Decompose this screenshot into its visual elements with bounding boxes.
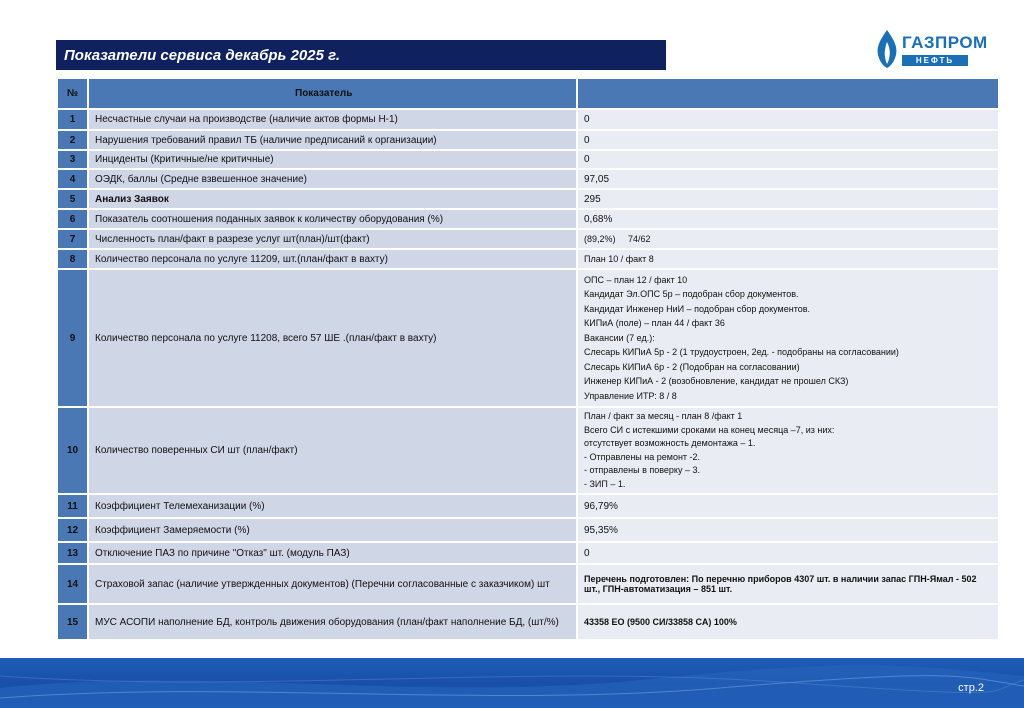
row-number: 4 [57,169,88,189]
row-number: 15 [57,604,88,640]
row-indicator: Количество персонала по услуге 11209, шт.(план/факт в вахту) [88,249,577,269]
row-number: 1 [57,109,88,130]
row-number: 7 [57,229,88,249]
row-indicator: Инциденты (Критичные/не критичные) [88,150,577,169]
row-indicator: Несчастные случаи на производстве (наличие актов формы Н-1) [88,109,577,130]
value-line: Вакансии (7 ед.): [584,332,655,343]
row-value: 0 [577,130,999,150]
row-value: 0,68% [577,209,999,229]
column-header-indicator: Показатель [88,78,577,109]
row-number: 8 [57,249,88,269]
logo-subtext: НЕФТЬ [902,55,968,66]
table-row [57,229,999,249]
row-value: 0 [577,109,999,130]
table-row [57,494,999,518]
table-row [57,150,999,169]
table-row [57,109,999,130]
row-number: 13 [57,542,88,564]
row-number: 9 [57,269,88,407]
row-value: 97,05 [577,169,999,189]
value-line: - Отправлены на ремонт -2. [584,451,701,462]
row-number: 14 [57,564,88,604]
row-value: План 10 / факт 8 [577,249,999,269]
row-value [577,269,999,407]
footer-band [0,658,1024,708]
row-indicator: Показатель соотношения поданных заявок к количеству оборудования (%) [88,209,577,229]
row-indicator: МУС АСОПИ наполнение БД, контроль движения оборудования (план/факт наполнение БД, (шт/%) [88,604,577,640]
table-row [57,249,999,269]
table-row [57,407,999,494]
value-line: КИПиА (поле) – план 44 / факт 36 [584,318,725,329]
row-indicator: Количество персонала по услуге 11208, всего 57 ШЕ .(план/факт в вахту) [88,269,577,407]
row-value: 295 [577,189,999,209]
row-number: 2 [57,130,88,150]
value-line: План / факт за месяц - план 8 /факт 1 [584,411,743,421]
value-line: Всего СИ с истекшими сроками на конец месяца –7, из них: [584,424,835,435]
row-indicator: Количество поверенных СИ шт (план/факт) [88,407,577,494]
value-line: - отправлены в поверку – 3. [584,465,700,475]
row-indicator: Страховой запас (наличие утвержденных документов) (Перечни согласованные с заказчиком) шт [88,564,577,604]
value-line: Слесарь КИПиА 6р - 2 (Подобран на согласовании) [584,361,800,372]
table-row [57,209,999,229]
row-number: 6 [57,209,88,229]
table-row [57,518,999,542]
table-row [57,604,999,640]
row-value [577,407,999,494]
page-number: стр.2 [958,682,984,694]
value-line: Слесарь КИПиА 5р - 2 (1 трудоустроен, 2ед. - подобраны на согласовании) [584,347,899,358]
row-value: 0 [577,150,999,169]
row-value: 95,35% [577,518,999,542]
footer-wave-decoration [0,658,1024,708]
row-number: 3 [57,150,88,169]
column-header-value [577,78,999,109]
value-line: Кандидат Эл.ОПС 5р – подобран сбор документов. [584,289,799,300]
table-header-row [57,78,999,109]
value-line: отсутствует возможность демонтажа – 1. [584,438,756,448]
value-line: Кандидат Инженер НиИ – подобран сбор документов. [584,303,811,314]
value-line: - ЗИП – 1. [584,478,626,489]
column-header-number: № [57,78,88,109]
row-indicator: Нарушения требований правил ТБ (наличие предписаний к организации) [88,130,577,150]
row-number: 12 [57,518,88,542]
value-line: ОПС – план 12 / факт 10 [584,274,688,285]
page-title: Показатели сервиса декабрь 2025 г. [56,40,666,70]
row-indicator: Коэффициент Замеряемости (%) [88,518,577,542]
row-indicator: Отключение ПАЗ по причине "Отказ" шт. (модуль ПАЗ) [88,542,577,564]
value-line: Инженер КИПиА - 2 (возобновление, кандидат не прошел СКЗ) [584,376,849,387]
row-value: Перечень подготовлен: По перечню приборов 4307 шт. в наличии запас ГПН-Ямал - 502 шт., ГПН-автоматизация – 851 шт. [577,564,999,604]
row-indicator: ОЭДК, баллы (Средне взвешенное значение) [88,169,577,189]
table-row [57,130,999,150]
gazprom-neft-logo [872,28,988,78]
row-indicator: Анализ Заявок [88,189,577,209]
row-indicator: Коэффициент Телемеханизации (%) [88,494,577,518]
row-indicator: Численность план/факт в разрезе услуг шт(план)/шт(факт) [88,229,577,249]
logo-text: ГАЗПРОМ [902,33,988,52]
row-value: 0 [577,542,999,564]
table-row [57,542,999,564]
row-number: 5 [57,189,88,209]
table-row [57,564,999,604]
value-line: Управление ИТР: 8 / 8 [584,390,677,401]
row-value: 96,79% [577,494,999,518]
flame-icon [872,28,902,70]
row-value: 43358 ЕО (9500 СИ/33858 СА) 100% [577,604,999,640]
row-value: (89,2%) 74/62 [577,229,999,249]
row-number: 11 [57,494,88,518]
table-row [57,169,999,189]
table-row [57,189,999,209]
table-row [57,269,999,407]
row-number: 10 [57,407,88,494]
indicators-table [56,77,1000,641]
